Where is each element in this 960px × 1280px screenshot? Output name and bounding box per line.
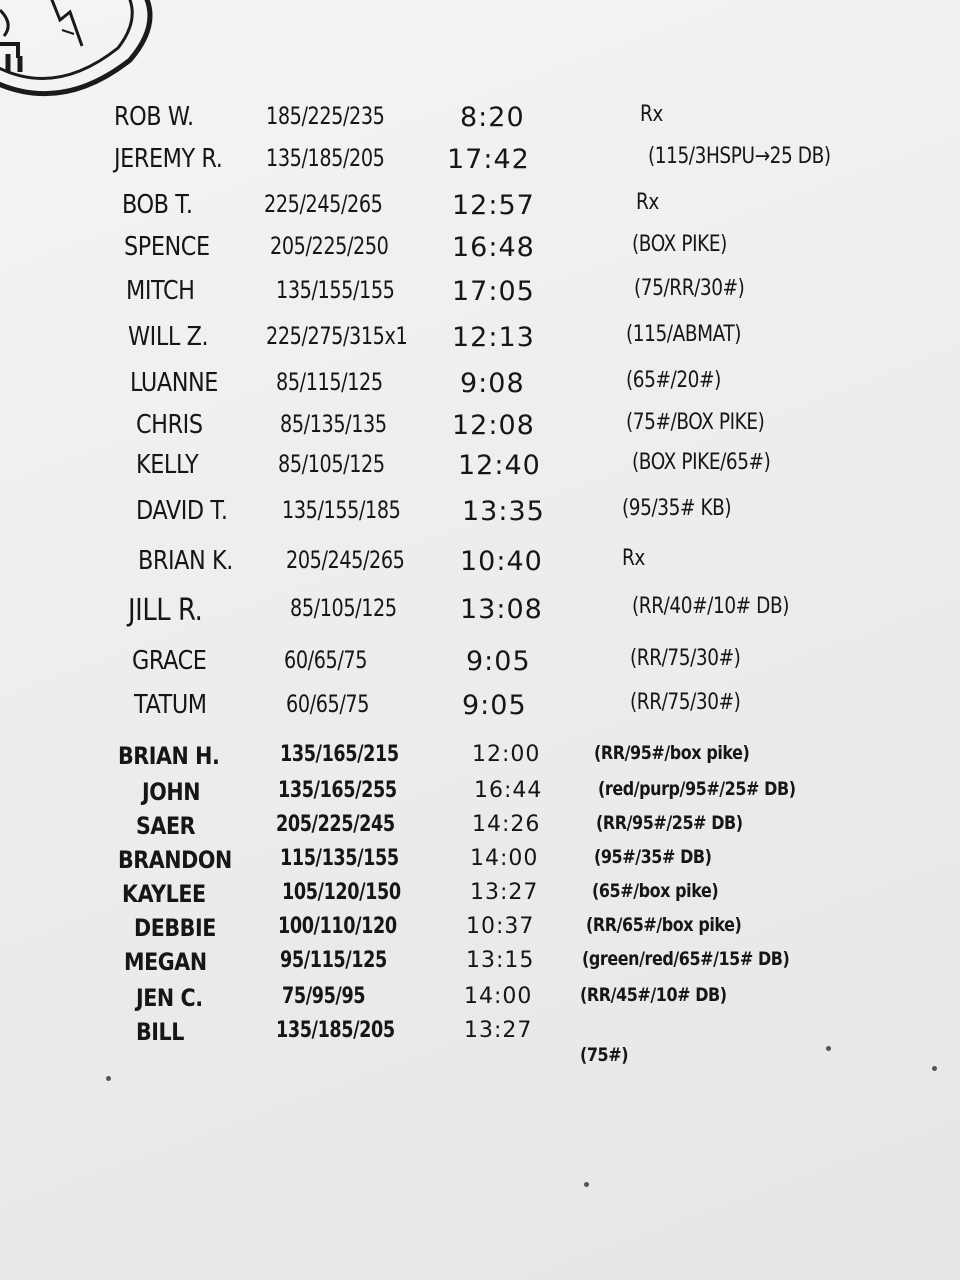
gym-logo-icon	[0, 0, 160, 110]
finish-time: 12:40	[458, 450, 541, 481]
marker-dot	[584, 1182, 589, 1187]
scaling-notes: (red/purp/95#/25# DB)	[598, 778, 796, 800]
scaling-notes: (65#/20#)	[626, 368, 721, 393]
lift-weights: 135/185/205	[276, 1018, 395, 1043]
lift-weights: 85/135/135	[280, 410, 387, 438]
finish-time: 14:00	[464, 984, 533, 1009]
athlete-name: TATUM	[134, 690, 207, 720]
athlete-name: BRIAN H.	[118, 742, 220, 770]
scaling-notes: (115/ABMAT)	[626, 322, 742, 347]
scaling-notes: (BOX PIKE/65#)	[632, 450, 771, 475]
lift-weights: 85/105/125	[290, 594, 397, 622]
finish-time: 13:27	[470, 880, 539, 905]
scaling-notes: (RR/75/30#)	[630, 646, 741, 671]
finish-time: 9:05	[462, 690, 527, 721]
result-row	[0, 452, 960, 492]
lift-weights: 205/225/250	[270, 232, 389, 260]
scaling-notes: (95#/35# DB)	[594, 846, 712, 868]
lift-weights: 135/155/185	[282, 496, 401, 524]
scaling-notes: (RR/95#/25# DB)	[596, 812, 743, 834]
scaling-notes: Rx	[636, 190, 659, 215]
lift-weights: 225/245/265	[264, 190, 383, 218]
result-row	[0, 104, 960, 144]
lift-weights: 135/165/215	[280, 742, 399, 767]
athlete-name: SAER	[136, 812, 196, 840]
lift-weights: 185/225/235	[266, 102, 385, 130]
athlete-name: BOB T.	[122, 190, 193, 220]
lift-weights: 135/155/155	[276, 276, 395, 304]
scaling-notes: (RR/75/30#)	[630, 690, 741, 715]
finish-time: 8:20	[460, 102, 525, 133]
athlete-name: LUANNE	[130, 368, 219, 398]
lift-weights: 205/245/265	[286, 546, 405, 574]
marker-dot	[106, 1076, 111, 1081]
finish-time: 13:15	[466, 948, 535, 973]
lift-weights: 115/135/155	[280, 846, 399, 871]
athlete-name: KAYLEE	[122, 880, 206, 908]
finish-time: 9:08	[460, 368, 525, 399]
athlete-name: WILL Z.	[128, 322, 209, 352]
result-row	[0, 234, 960, 274]
lift-weights: 205/225/245	[276, 812, 395, 837]
finish-time: 10:40	[460, 546, 543, 577]
scaling-notes: Rx	[640, 102, 663, 127]
athlete-name: MITCH	[126, 276, 195, 306]
athlete-name: BRIAN K.	[138, 546, 233, 576]
scaling-notes: (75/RR/30#)	[634, 276, 745, 301]
scaling-notes: (95/35# KB)	[622, 496, 732, 521]
scaling-notes: (75#/BOX PIKE)	[626, 410, 765, 435]
scaling-notes: (RR/65#/box pike)	[586, 914, 742, 936]
finish-time: 13:08	[460, 594, 543, 625]
result-row	[0, 146, 960, 186]
marker-dot	[826, 1046, 831, 1051]
lift-weights: 60/65/75	[284, 646, 368, 674]
scaling-notes: (65#/box pike)	[592, 880, 719, 902]
finish-time: 12:00	[472, 742, 541, 767]
scaling-notes: (green/red/65#/15# DB)	[582, 948, 790, 970]
finish-time: 14:26	[472, 812, 541, 837]
finish-time: 9:05	[466, 646, 531, 677]
finish-time: 10:37	[466, 914, 535, 939]
lift-weights: 105/120/150	[282, 880, 401, 905]
finish-time: 12:08	[452, 410, 535, 441]
result-row	[0, 324, 960, 364]
result-row	[0, 370, 960, 410]
finish-time: 16:44	[474, 778, 543, 803]
athlete-name: KELLY	[136, 450, 199, 480]
athlete-name: MEGAN	[124, 948, 207, 976]
finish-time: 12:13	[452, 322, 535, 353]
athlete-name: JEREMY R.	[114, 144, 223, 174]
lift-weights: 225/275/315x1	[266, 322, 408, 350]
lift-weights: 85/115/125	[276, 368, 383, 396]
scaling-notes: (115/3HSPU→25 DB)	[648, 144, 831, 169]
lift-weights: 135/185/205	[266, 144, 385, 172]
lift-weights: 100/110/120	[278, 914, 397, 939]
scaling-notes: (RR/45#/10# DB)	[580, 984, 727, 1006]
finish-time: 12:57	[452, 190, 535, 221]
result-row	[0, 412, 960, 452]
lift-weights: 75/95/95	[282, 984, 366, 1009]
result-row	[0, 692, 960, 732]
athlete-name: BILL	[136, 1018, 184, 1046]
athlete-name: CHRIS	[136, 410, 203, 440]
result-row	[0, 498, 960, 538]
finish-time: 13:27	[464, 1018, 533, 1043]
athlete-name: JOHN	[142, 778, 201, 806]
lift-weights: 135/165/255	[278, 778, 397, 803]
lift-weights: 60/65/75	[286, 690, 370, 718]
finish-time: 16:48	[452, 232, 535, 263]
result-row	[0, 192, 960, 232]
athlete-name: JILL R.	[128, 593, 203, 628]
athlete-name: ROB W.	[114, 102, 194, 132]
result-row	[0, 278, 960, 318]
finish-time: 17:05	[452, 276, 535, 307]
athlete-name: BRANDON	[118, 846, 232, 874]
result-row	[0, 548, 960, 588]
result-row	[0, 648, 960, 688]
scaling-notes: (RR/40#/10# DB)	[632, 594, 790, 619]
finish-time: 14:00	[470, 846, 539, 871]
lift-weights: 85/105/125	[278, 450, 385, 478]
finish-time: 13:35	[462, 496, 545, 527]
athlete-name: DAVID T.	[136, 496, 228, 526]
athlete-name: GRACE	[132, 646, 207, 676]
athlete-name: SPENCE	[124, 232, 210, 262]
athlete-name: DEBBIE	[134, 914, 216, 942]
result-row	[0, 1018, 960, 1066]
scaling-notes: (75#)	[580, 1044, 629, 1066]
lift-weights: 95/115/125	[280, 948, 387, 973]
marker-dot	[932, 1066, 937, 1071]
finish-time: 17:42	[447, 144, 530, 175]
scaling-notes: Rx	[622, 546, 645, 571]
scaling-notes: (BOX PIKE)	[632, 232, 727, 257]
result-row	[0, 593, 960, 636]
athlete-name: JEN C.	[136, 984, 203, 1012]
scaling-notes: (RR/95#/box pike)	[594, 742, 750, 764]
